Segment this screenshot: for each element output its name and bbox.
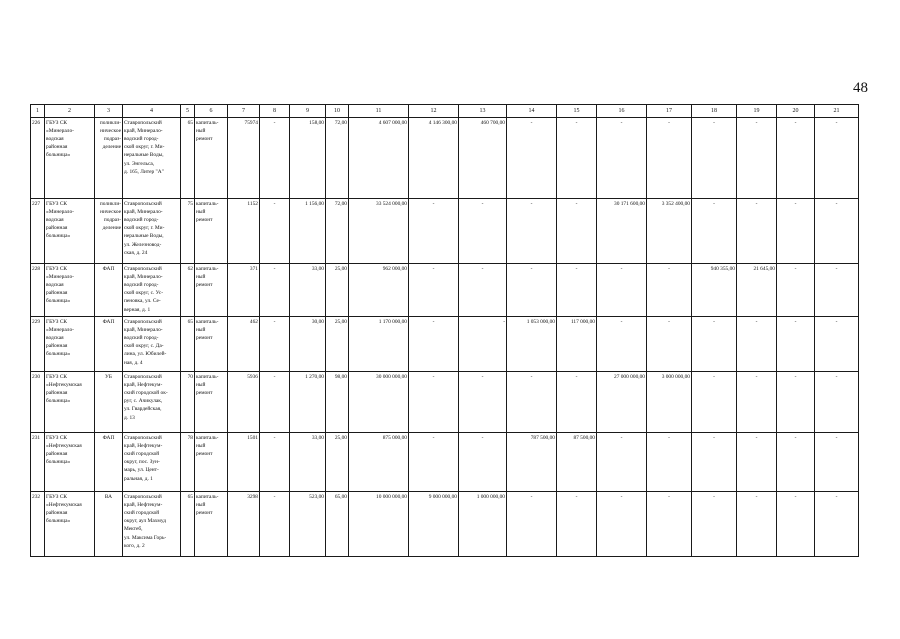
- table-cell: 87 500,00: [557, 433, 597, 492]
- table-row: [31, 118, 859, 199]
- population-cell: 462: [228, 317, 260, 372]
- total-cost-cell: 10 000 000,00: [349, 492, 409, 557]
- institution-cell: ГБУЗ СК «Минерало- водская районная больница»: [45, 118, 95, 199]
- col-header: 9: [290, 105, 326, 118]
- table-cell: -: [260, 264, 290, 317]
- col-header: 5: [181, 105, 195, 118]
- population-cell: 3298: [228, 492, 260, 557]
- table-cell: 25,00: [326, 264, 349, 317]
- col-header: 1: [31, 105, 45, 118]
- area-cell: 30,00: [290, 317, 326, 372]
- col-header: 3: [95, 105, 123, 118]
- work-type-cell: капиталь- ный ремонт: [195, 317, 228, 372]
- area-cell: 1 270,00: [290, 372, 326, 433]
- institution-cell: ГБУЗ СК «Минерало- водская районная больница»: [45, 264, 95, 317]
- area-cell: 33,00: [290, 433, 326, 492]
- table-cell: -: [777, 492, 815, 557]
- table-cell: -: [260, 372, 290, 433]
- table-cell: 21 645,00: [737, 264, 777, 317]
- table-cell: -: [815, 492, 859, 557]
- total-cost-cell: 30 000 000,00: [349, 372, 409, 433]
- table-cell: -: [557, 264, 597, 317]
- facility-type-cell: поликли- ническое подраз- деление: [95, 118, 123, 199]
- col-header: 8: [260, 105, 290, 118]
- table-cell: 65,00: [326, 492, 349, 557]
- table-cell: -: [260, 118, 290, 199]
- table-cell: 25,00: [326, 433, 349, 492]
- wear-cell: 62: [181, 264, 195, 317]
- work-type-cell: капиталь- ный ремонт: [195, 199, 228, 264]
- table-cell: -: [597, 264, 647, 317]
- table-cell: 117 000,00: [557, 317, 597, 372]
- table-cell: 3 352 400,00: [647, 199, 692, 264]
- col-header: 2: [45, 105, 95, 118]
- table-cell: 72,00: [326, 118, 349, 199]
- table-row: [31, 372, 859, 433]
- table-cell: 3 000 000,00: [647, 372, 692, 433]
- facility-type-cell: ФАП: [95, 317, 123, 372]
- table-cell: -: [737, 199, 777, 264]
- table-cell: 72,00: [326, 199, 349, 264]
- table-cell: -: [260, 317, 290, 372]
- population-cell: 1152: [228, 199, 260, 264]
- institution-cell: ГБУЗ СК «Нефтекумская районная больница»: [45, 492, 95, 557]
- row-number: 226: [31, 118, 45, 199]
- table-cell: 787 500,00: [507, 433, 557, 492]
- table-row: [31, 492, 859, 557]
- table-cell: 9 000 000,00: [409, 492, 459, 557]
- table-cell: -: [597, 492, 647, 557]
- area-cell: 1 156,00: [290, 199, 326, 264]
- table-cell: -: [507, 372, 557, 433]
- table-cell: -: [459, 264, 507, 317]
- work-type-cell: капиталь- ный ремонт: [195, 118, 228, 199]
- address-cell: Ставропольский край, Минерало- водский город- ской округ, г. Ми- неральные Воды, ул. Энгельса, д. 165, Литер "А": [123, 118, 181, 199]
- population-cell: 1501: [228, 433, 260, 492]
- table-cell: -: [647, 317, 692, 372]
- col-header: 6: [195, 105, 228, 118]
- table-cell: -: [557, 199, 597, 264]
- table-cell: -: [557, 492, 597, 557]
- table-cell: 98,00: [326, 372, 349, 433]
- table-cell: -: [692, 317, 737, 372]
- table-cell: -: [507, 492, 557, 557]
- table-cell: -: [507, 264, 557, 317]
- address-cell: Ставропольский край, Нефтекум- ский городской округ, пос. Зун- марь, ул. Цент- ральная, д. 1: [123, 433, 181, 492]
- total-cost-cell: 875 000,00: [349, 433, 409, 492]
- table-cell: -: [459, 317, 507, 372]
- table-cell: -: [737, 372, 777, 433]
- table-cell: -: [409, 433, 459, 492]
- table-cell: -: [507, 118, 557, 199]
- table-cell: -: [815, 372, 859, 433]
- table-cell: -: [647, 492, 692, 557]
- table-cell: -: [597, 317, 647, 372]
- facility-type-cell: УБ: [95, 372, 123, 433]
- table-cell: -: [692, 199, 737, 264]
- table-row: [31, 317, 859, 372]
- col-header: 10: [326, 105, 349, 118]
- table-cell: -: [409, 264, 459, 317]
- area-cell: 33,00: [290, 264, 326, 317]
- total-cost-cell: 33 524 000,00: [349, 199, 409, 264]
- table-cell: 460 700,00: [459, 118, 507, 199]
- facility-type-cell: ВА: [95, 492, 123, 557]
- registry-table: [30, 104, 859, 557]
- table-cell: -: [777, 199, 815, 264]
- wear-cell: 65: [181, 118, 195, 199]
- work-type-cell: капиталь- ный ремонт: [195, 372, 228, 433]
- col-header: 11: [349, 105, 409, 118]
- col-header: 12: [409, 105, 459, 118]
- table-cell: -: [647, 433, 692, 492]
- facility-type-cell: ФАП: [95, 264, 123, 317]
- table-cell: -: [557, 372, 597, 433]
- table-cell: -: [459, 199, 507, 264]
- table-cell: -: [815, 317, 859, 372]
- table-cell: 27 000 000,00: [597, 372, 647, 433]
- wear-cell: 65: [181, 317, 195, 372]
- address-cell: Ставропольский край, Нефтекум- ский городской округ, аул Махмуд Мектеб, ул. Максима Горь- кого, д. 2: [123, 492, 181, 557]
- table-cell: -: [260, 433, 290, 492]
- institution-cell: ГБУЗ СК «Минерало- водская районная больница»: [45, 199, 95, 264]
- table-cell: -: [409, 199, 459, 264]
- facility-type-cell: ФАП: [95, 433, 123, 492]
- table-row: [31, 433, 859, 492]
- col-header: 19: [737, 105, 777, 118]
- table-cell: 1 053 000,00: [507, 317, 557, 372]
- table-cell: -: [737, 433, 777, 492]
- table-cell: -: [557, 118, 597, 199]
- work-type-cell: капиталь- ный ремонт: [195, 264, 228, 317]
- row-number: 227: [31, 199, 45, 264]
- header-row: [31, 105, 859, 118]
- table-cell: -: [692, 492, 737, 557]
- table-cell: -: [777, 317, 815, 372]
- table-cell: -: [692, 372, 737, 433]
- institution-cell: ГБУЗ СК «Нефтекумская районная больница»: [45, 433, 95, 492]
- table-cell: -: [777, 118, 815, 199]
- address-cell: Ставропольский край, Минерало- водский город- ской округ, с. Да- лина, ул. Юбилей- ная, д. 4: [123, 317, 181, 372]
- total-cost-cell: 4 607 000,00: [349, 118, 409, 199]
- row-number: 230: [31, 372, 45, 433]
- total-cost-cell: 962 000,00: [349, 264, 409, 317]
- table-cell: -: [507, 199, 557, 264]
- row-number: 228: [31, 264, 45, 317]
- table-cell: 30 171 600,00: [597, 199, 647, 264]
- population-cell: 371: [228, 264, 260, 317]
- institution-cell: ГБУЗ СК «Минерало- водская районная больница»: [45, 317, 95, 372]
- table-cell: -: [737, 118, 777, 199]
- table-cell: -: [260, 199, 290, 264]
- population-cell: 75974: [228, 118, 260, 199]
- table-cell: -: [647, 118, 692, 199]
- table-cell: -: [459, 372, 507, 433]
- table-cell: -: [777, 433, 815, 492]
- table-cell: -: [647, 264, 692, 317]
- table-cell: -: [815, 264, 859, 317]
- table-cell: -: [815, 433, 859, 492]
- col-header: 18: [692, 105, 737, 118]
- area-cell: 523,00: [290, 492, 326, 557]
- col-header: 21: [815, 105, 859, 118]
- col-header: 14: [507, 105, 557, 118]
- table-cell: 940 355,00: [692, 264, 737, 317]
- table-cell: -: [260, 492, 290, 557]
- col-header: 7: [228, 105, 260, 118]
- population-cell: 5936: [228, 372, 260, 433]
- wear-cell: 78: [181, 433, 195, 492]
- wear-cell: 75: [181, 199, 195, 264]
- total-cost-cell: 1 170 000,00: [349, 317, 409, 372]
- table-cell: -: [815, 118, 859, 199]
- col-header: 4: [123, 105, 181, 118]
- table-cell: -: [777, 264, 815, 317]
- facility-type-cell: поликли- ническое подраз- деление: [95, 199, 123, 264]
- table-cell: -: [692, 118, 737, 199]
- table-row: [31, 264, 859, 317]
- table-cell: -: [737, 492, 777, 557]
- table-row: [31, 199, 859, 264]
- area-cell: 158,00: [290, 118, 326, 199]
- col-header: 20: [777, 105, 815, 118]
- table-cell: -: [737, 317, 777, 372]
- table-cell: -: [597, 118, 647, 199]
- col-header: 16: [597, 105, 647, 118]
- address-cell: Ставропольский край, Минерало- водский город- ской округ, с. Ус- пеновка, ул. Се- верная, д. 1: [123, 264, 181, 317]
- institution-cell: ГБУЗ СК «Нефтекумская районная больница»: [45, 372, 95, 433]
- table-cell: -: [777, 372, 815, 433]
- table-cell: 4 146 300,00: [409, 118, 459, 199]
- table-cell: -: [815, 199, 859, 264]
- col-header: 17: [647, 105, 692, 118]
- address-cell: Ставропольский край, Нефтекум- ский городской ок- руг, с. Ачикулак, ул. Гвардейская, д. 13: [123, 372, 181, 433]
- work-type-cell: капиталь- ный ремонт: [195, 433, 228, 492]
- table-cell: 25,00: [326, 317, 349, 372]
- row-number: 232: [31, 492, 45, 557]
- row-number: 229: [31, 317, 45, 372]
- col-header: 15: [557, 105, 597, 118]
- table-cell: -: [692, 433, 737, 492]
- table-cell: -: [409, 317, 459, 372]
- table-cell: -: [409, 372, 459, 433]
- wear-cell: 70: [181, 372, 195, 433]
- address-cell: Ставропольский край, Минерало- водский город- ской округ, г. Ми- неральные Воды, ул. Железновод- ская, д. 24: [123, 199, 181, 264]
- work-type-cell: капиталь- ный ремонт: [195, 492, 228, 557]
- table-cell: -: [459, 433, 507, 492]
- table-cell: 1 000 000,00: [459, 492, 507, 557]
- table-cell: -: [597, 433, 647, 492]
- row-number: 231: [31, 433, 45, 492]
- col-header: 13: [459, 105, 507, 118]
- page-number: 48: [853, 80, 868, 96]
- wear-cell: 65: [181, 492, 195, 557]
